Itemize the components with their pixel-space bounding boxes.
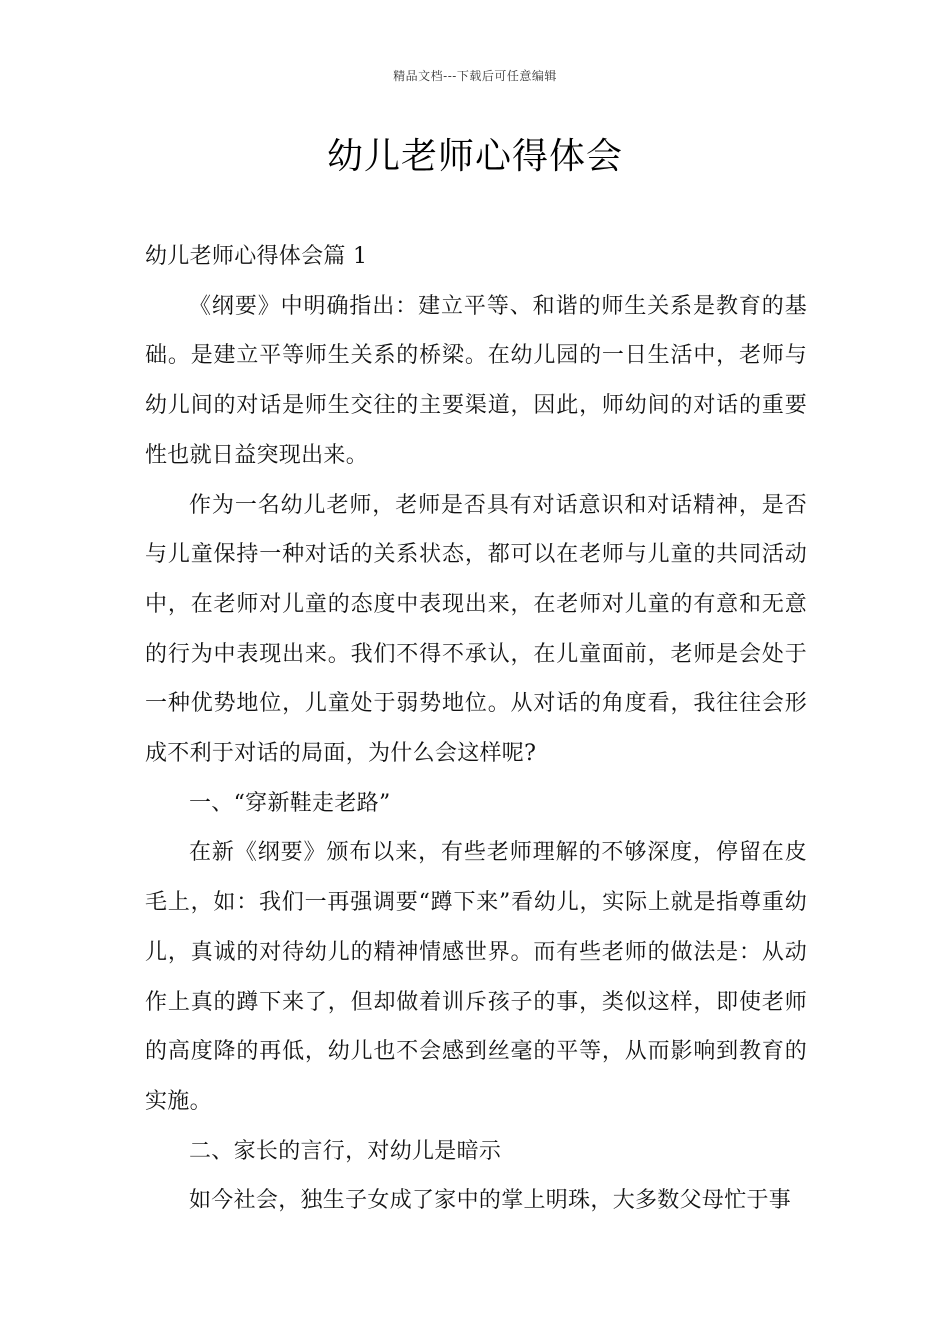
subheading-two: 二、家长的言行，对幼儿是暗示 [189, 1138, 502, 1164]
paragraph-society: 如今社会，独生子女成了家中的掌上明珠，大多数父母忙于事 [189, 1188, 792, 1214]
header-note: 精品文档---下载后可任意编辑 [393, 69, 557, 83]
paragraph-dialogue: 作为一名幼儿老师，老师是否具有对话意识和对话精神，是否与儿童保持一种对话的关系状态，都可以在老师与儿童的共同活动中，在老师对儿童的态度中表现出来，在老师对儿童的有意和无意的行为中表现出来。我们不得不承认，在儿童面前，老师是会处于一种优势地位，儿童处于弱势地位。从对话的角度看，我往往会形成不利于对话的局面，为什么会这样呢? [145, 492, 807, 767]
section-heading: 幼儿老师心得体会篇 1 [145, 244, 368, 269]
subheading-one: 一、“穿新鞋走老路” [189, 790, 391, 816]
paragraph-new-shoes: 在新《纲要》颁布以来，有些老师理解的不够深度，停留在皮毛上，如：我们一再强调要“蹲下来”看幼儿，实际上就是指尊重幼儿，真诚的对待幼儿的精神情感世界。而有些老师的做法是：从动作上真的蹲下来了，但却做着训斥孩子的事，类似这样，即使老师的高度降的再低，幼儿也不会感到丝毫的平等，从而影响到教育的实施。 [145, 840, 807, 1114]
document-title: 幼儿老师心得体会 [326, 136, 623, 177]
paragraph-intro: 《纲要》中明确指出：建立平等、和谐的师生关系是教育的基础。是建立平等师生关系的桥梁。在幼儿园的一日生活中，老师与幼儿间的对话是师生交往的主要渠道，因此，师幼间的对话的重要性也就日益突现出来。 [145, 293, 807, 468]
document-body [145, 232, 807, 1226]
